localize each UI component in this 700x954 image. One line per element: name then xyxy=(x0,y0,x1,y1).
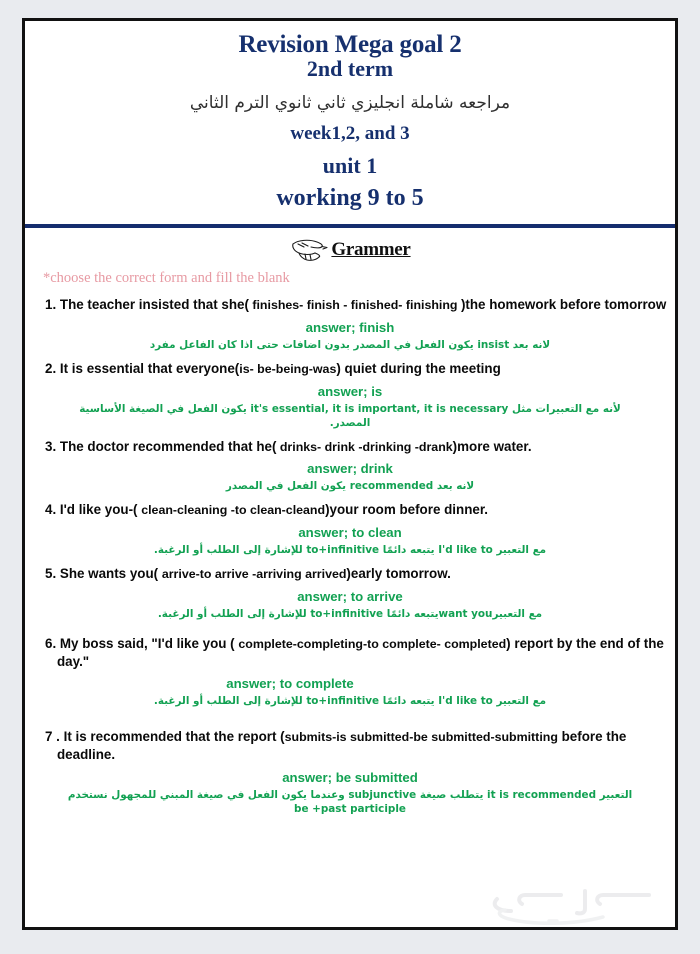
question-item xyxy=(29,296,671,352)
question-stem-after: ) report by the end of the day." xyxy=(57,635,664,669)
question-item xyxy=(29,635,671,708)
worksheet-page xyxy=(22,18,678,930)
answer-text: answer; finish xyxy=(305,319,395,335)
question-number: 1. xyxy=(45,297,57,313)
question-choices: submits-is submitted-be submitted-submitting xyxy=(284,730,558,745)
question-stem-before: I'd like you-( xyxy=(59,502,142,518)
answer-text: answer; to arrive xyxy=(297,588,403,604)
explanation-text: مع التعبير I'd like to يتبعه دائمًا to+infinitive للإشارة إلى الطلب أو الرغبة. xyxy=(153,695,547,708)
answer-text: answer; to clean xyxy=(298,525,402,541)
question-stem-after: )your room before dinner. xyxy=(325,502,489,518)
instruction-text: *choose the correct form and fill the blank xyxy=(43,270,290,287)
question-stem-after: )the homework before tomorrow xyxy=(460,297,667,313)
answer-text: answer; be submitted xyxy=(282,769,418,785)
week-label: week1,2, and 3 xyxy=(290,123,410,145)
term-subtitle: 2nd term xyxy=(306,56,394,81)
unit-label: unit 1 xyxy=(322,153,378,179)
question-item xyxy=(29,565,671,621)
question-number: 5. xyxy=(45,566,57,582)
question-stem-before: The teacher insisted that she( xyxy=(59,297,249,313)
question-stem-before: My boss said, "I'd like you ( xyxy=(59,635,239,651)
question-number: 2. xyxy=(45,360,57,376)
answer-text: answer; drink xyxy=(307,461,393,477)
page-title: Revision Mega goal 2 xyxy=(238,31,462,58)
section-header xyxy=(29,238,671,262)
question-stem-before: It is essential that everyone( xyxy=(59,360,240,376)
question-item xyxy=(29,438,671,494)
question-choices: finishes- finish - finished- finishing xyxy=(248,298,461,313)
explanation-text: لانه بعد recommended يكون الفعل في المصدر xyxy=(225,480,475,493)
question-choices: is- be-being-was xyxy=(239,361,337,376)
explanation-text: مع التعبير I'd like to يتبعه دائمًا to+infinitive للإشارة إلى الطلب أو الرغبة. xyxy=(153,544,547,557)
answer-text: answer; to complete xyxy=(226,676,354,692)
question-stem-after: )more water. xyxy=(452,438,532,454)
lesson-label: working 9 to 5 xyxy=(276,185,424,212)
header-block xyxy=(25,21,675,224)
question-item xyxy=(29,501,671,557)
question-stem-before: It is recommended that the report ( xyxy=(63,729,285,745)
answer-text: answer; is xyxy=(317,383,383,399)
question-stem-after: ) quiet during the meeting xyxy=(336,360,501,376)
question-number: 7 . xyxy=(45,729,60,745)
site-watermark xyxy=(453,881,663,930)
question-text xyxy=(29,635,671,670)
question-stem-before: The doctor recommended that he( xyxy=(59,438,277,454)
arabic-subtitle: مراجعه شاملة انجليزي ثاني ثانوي الترم الثاني xyxy=(189,93,511,114)
question-text xyxy=(29,501,671,519)
explanation-text: لانه بعد insist يكون الفعل في المصدر بدون اضافات حتى اذا كان الفاعل مفرد xyxy=(149,338,551,351)
question-choices: drinks- drink -drinking -drank xyxy=(276,439,453,454)
question-stem-after: before the deadline. xyxy=(57,729,627,763)
question-item xyxy=(29,360,671,430)
section-title: Grammer xyxy=(331,239,411,261)
explanation-text: لأنه مع التعبيرات مثل it's essential, it is important, it is necessary يكون الفعل في الصيغة الأساسية المصدر. xyxy=(79,402,621,429)
question-text xyxy=(29,360,671,378)
content-area xyxy=(25,228,675,816)
question-stem-after: )early tomorrow. xyxy=(346,566,451,582)
explanation-text: التعبير it is recommended يتطلب صيغة subjunctive وعندما يكون الفعل في صيغة المبني للمجهول نستخدم be +past participle xyxy=(67,788,633,815)
question-choices: clean-cleaning -to clean-cleand xyxy=(141,503,326,518)
question-number: 4. xyxy=(45,502,57,518)
question-choices: arrive-to arrive -arriving arrived xyxy=(161,567,347,582)
question-text xyxy=(29,438,671,456)
question-item xyxy=(29,728,671,815)
bird-icon xyxy=(289,238,329,262)
explanation-text: مع التعبيرwant youيتبعه دائمًا to+infinitive للإشارة إلى الطلب أو الرغبة. xyxy=(157,607,543,620)
question-text xyxy=(29,728,671,763)
question-text xyxy=(29,565,671,583)
question-text xyxy=(29,296,671,314)
question-choices: complete-completing-to complete- completed xyxy=(238,636,507,651)
question-number: 3. xyxy=(45,438,57,454)
question-number: 6. xyxy=(45,635,57,651)
question-stem-before: She wants you( xyxy=(59,566,162,582)
